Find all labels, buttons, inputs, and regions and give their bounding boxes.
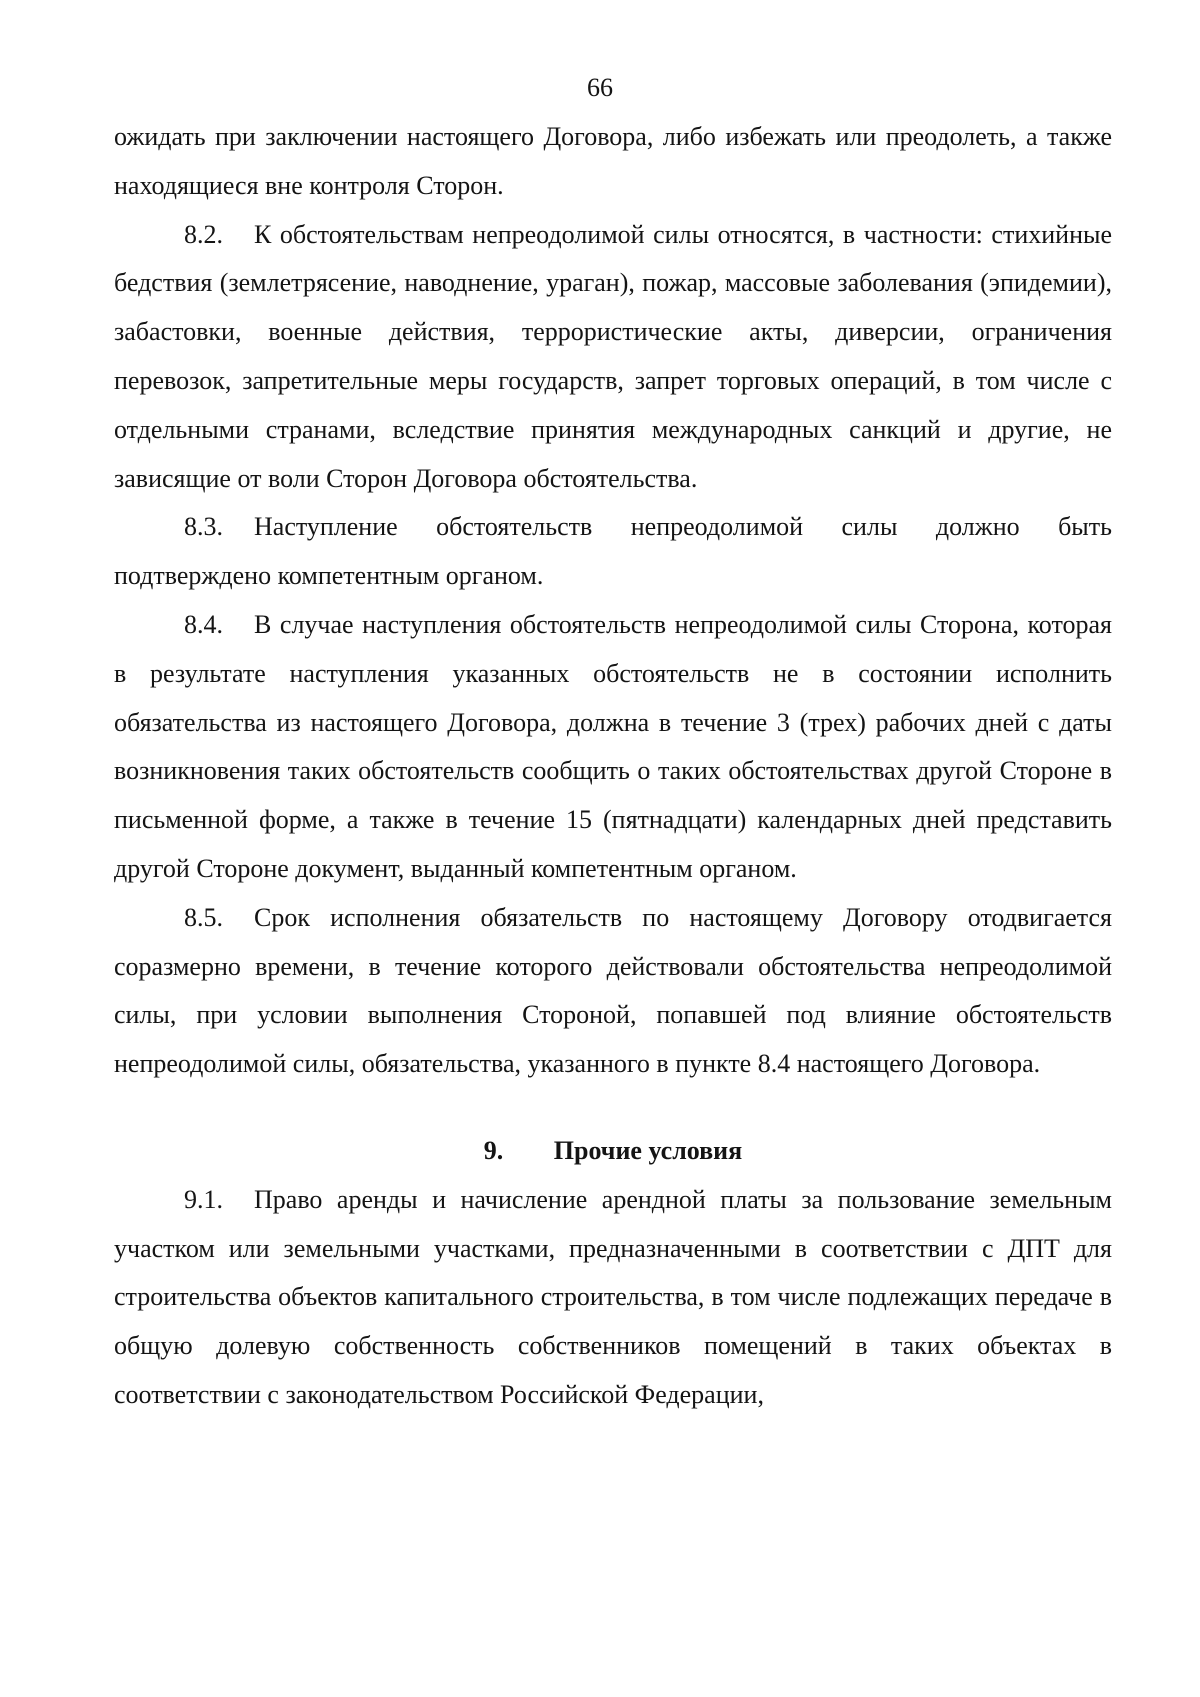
section-number: 9. <box>483 1135 504 1165</box>
paragraph-number: 9.1. <box>184 1184 223 1214</box>
paragraph-8-2 <box>114 211 1112 504</box>
paragraph-text: К обстоятельствам непреодолимой силы относятся, в частности: стихийные бедствия (землетрясение, наводнение, ураган), пожар, массовые заболевания (эпидемии), забастовки, военные действия, террористические акты, диверсии, ограничения перевозок, запретительные меры государств, запрет торговых операций, в том числе с отдельными странами, вследствие принятия международных санкций и другие, не зависящие от воли Сторон Договора обстоятельства. <box>114 219 1112 493</box>
paragraph-number: 8.3. <box>184 512 223 542</box>
paragraph-8-5 <box>114 894 1112 1089</box>
paragraph-text: Наступление обстоятельств непреодолимой силы должно быть подтверждено компетентным органом. <box>114 512 1112 591</box>
paragraph-text: Срок исполнения обязательств по настоящему Договору отодвигается соразмерно времени, в течение которого действовали обстоятельства непреодолимой силы, при условии выполнения Стороной, попавшей под влияние обстоятельств непреодолимой силы, обязательства, указанного в пункте 8.4 настоящего Договора. <box>114 902 1112 1079</box>
paragraph-text: В случае наступления обстоятельств непреодолимой силы Сторона, которая в результате наступления указанных обстоятельств не в состоянии исполнить обязательства из настоящего Договора, должна в течение 3 (трех) рабочих дней с даты возникновения таких обстоятельств сообщить о таких обстоятельствах другой Стороне в письменной форме, а также в течение 15 (пятнадцати) календарных дней представить другой Стороне документ, выданный компетентным органом. <box>114 609 1112 883</box>
paragraph-8-4 <box>114 601 1112 894</box>
section-title: Прочие условия <box>553 1135 743 1165</box>
document-body <box>114 113 1112 1420</box>
paragraph-number: 8.2. <box>184 219 223 249</box>
paragraph-8-3 <box>114 503 1112 601</box>
paragraph-text: ожидать при заключении настоящего Договора, либо избежать или преодолеть, а также находящиеся вне контроля Сторон. <box>114 122 1112 200</box>
paragraph-number: 8.5. <box>184 902 223 932</box>
paragraph-number: 8.4. <box>184 609 223 639</box>
section-heading <box>114 1127 1112 1176</box>
paragraph-text: Право аренды и начисление арендной платы за пользование земельным участком или земельными участками, предназначенными в соответствии с ДПТ для строительства объектов капитального строительства, в том числе подлежащих передаче в общую долевую собственность собственников помещений в таких объектах в соответствии с законодательством Российской Федерации, <box>114 1184 1112 1409</box>
paragraph-9-1 <box>114 1176 1112 1420</box>
paragraph-continuation <box>114 113 1112 211</box>
page-number: 66 <box>587 73 613 102</box>
